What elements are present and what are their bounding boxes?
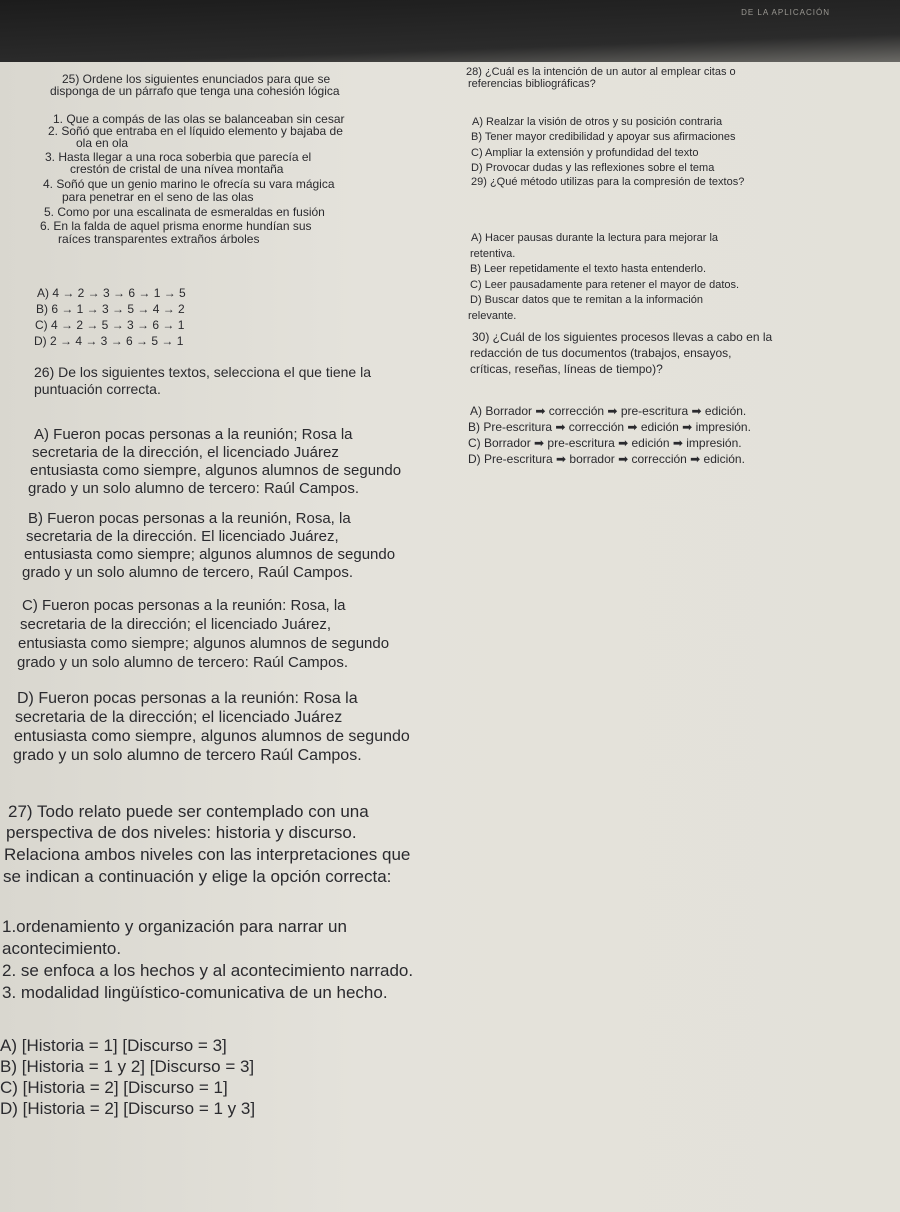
q25-item: 2. Soñó que entraba en el líquido elemento y bajaba de	[48, 124, 343, 138]
q25-item: para penetrar en el seno de las olas	[62, 190, 254, 204]
q27-prompt-line: Relaciona ambos niveles con las interpretaciones que	[4, 845, 411, 864]
q26-option-b-line: B) Fueron pocas personas a la reunión, Rosa, la	[28, 510, 351, 527]
q25-option-c[interactable]: C) 4 → 2 → 5 → 3 → 6 → 1	[35, 318, 185, 332]
q26-prompt-line: puntuación correcta.	[34, 381, 161, 397]
q25-item: 5. Como por una escalinata de esmeraldas en fusión	[44, 205, 325, 219]
q29-option-d[interactable]: D) Buscar datos que te remitan a la información	[470, 294, 703, 306]
q26-option-a-line: entusiasta como siempre, algunos alumnos de segundo	[30, 462, 402, 479]
q25-item: 4. Soñó que un genio marino le ofrecía su vara mágica	[43, 177, 335, 191]
dark-header-band	[0, 0, 900, 62]
q30-option-b[interactable]: B) Pre-escritura ➡ corrección ➡ edición ➡ impresión.	[468, 420, 751, 434]
q25-item: raíces transparentes extraños árboles	[58, 232, 260, 246]
header-text: DE LA APLICACIÓN	[741, 8, 830, 17]
q26-option-c-line: grado y un solo alumno de tercero: Raúl Campos.	[17, 654, 349, 671]
q30-option-d[interactable]: D) Pre-escritura ➡ borrador ➡ corrección ➡ edición.	[468, 452, 745, 466]
q27-item: 2. se enfoca a los hechos y al acontecimiento narrado.	[2, 961, 414, 980]
q25-prompt-line: disponga de un párrafo que tenga una cohesión lógica	[50, 84, 340, 98]
q25-option-a[interactable]: A) 4 → 2 → 3 → 6 → 1 → 5	[37, 286, 186, 300]
q26-option-a-line: secretaria de la dirección, el licenciado Juárez	[32, 444, 339, 461]
q27-prompt-line: perspectiva de dos niveles: historia y discurso.	[6, 823, 357, 842]
q28-option-d[interactable]: D) Provocar dudas y las reflexiones sobre el tema	[471, 162, 715, 174]
q27-option-a[interactable]: A) [Historia = 1] [Discurso = 3]	[0, 1036, 227, 1055]
q29-option-a[interactable]: A) Hacer pausas durante la lectura para mejorar la	[471, 232, 719, 244]
q26-option-d-line: entusiasta como siempre, algunos alumnos de segundo	[14, 728, 410, 745]
q26-prompt-line: 26) De los siguientes textos, selecciona el que tiene la	[34, 364, 371, 380]
q28-prompt-line: 28) ¿Cuál es la intención de un autor al emplear citas o	[466, 66, 736, 78]
q26-option-d-line: grado y un solo alumno de tercero Raúl Campos.	[13, 747, 362, 764]
q26-option-b-line: entusiasta como siempre; algunos alumnos de segundo	[24, 546, 396, 563]
q25-item: crestón de cristal de una nívea montaña	[70, 162, 284, 176]
q26-option-c-line: C) Fueron pocas personas a la reunión: Rosa, la	[22, 597, 346, 614]
q26-option-b-line: grado y un solo alumno de tercero, Raúl Campos.	[22, 564, 354, 581]
q25-item: 1. Que a compás de las olas se balanceaban sin cesar	[53, 112, 345, 126]
q26-option-c-line: entusiasta como siempre; algunos alumnos de segundo	[18, 635, 390, 652]
q27-item: acontecimiento.	[2, 939, 122, 958]
q26-option-a-line: A) Fueron pocas personas a la reunión; Rosa la	[34, 426, 353, 443]
q30-prompt-line: críticas, reseñas, líneas de tiempo)?	[470, 362, 663, 376]
q28-option-a[interactable]: A) Realzar la visión de otros y su posición contraria	[472, 116, 723, 128]
q30-prompt-line: redacción de tus documentos (trabajos, ensayos,	[470, 346, 732, 360]
exam-page	[0, 62, 900, 1212]
q25-option-b[interactable]: B) 6 → 1 → 3 → 5 → 4 → 2	[36, 302, 185, 316]
q25-item: ola en ola	[76, 136, 129, 150]
q27-option-c[interactable]: C) [Historia = 2] [Discurso = 1]	[0, 1078, 228, 1097]
q27-option-d[interactable]: D) [Historia = 2] [Discurso = 1 y 3]	[0, 1099, 256, 1118]
q28-option-b[interactable]: B) Tener mayor credibilidad y apoyar sus afirmaciones	[471, 131, 736, 143]
q30-option-c[interactable]: C) Borrador ➡ pre-escritura ➡ edición ➡ impresión.	[468, 436, 742, 450]
q29-option-d-cont: relevante.	[468, 310, 517, 322]
q28-prompt-line: referencias bibliográficas?	[468, 78, 596, 90]
q27-item: 3. modalidad lingüístico-comunicativa de un hecho.	[2, 983, 388, 1002]
q27-item: 1.ordenamiento y organización para narrar un	[2, 917, 347, 936]
q27-option-b[interactable]: B) [Historia = 1 y 2] [Discurso = 3]	[0, 1057, 255, 1076]
q30-prompt-line: 30) ¿Cuál de los siguientes procesos llevas a cabo en la	[472, 330, 773, 344]
q25-item: 6. En la falda de aquel prisma enorme hundían sus	[40, 219, 312, 233]
q26-option-a-line: grado y un solo alumno de tercero: Raúl Campos.	[28, 480, 360, 497]
q25-option-d[interactable]: D) 2 → 4 → 3 → 6 → 5 → 1	[34, 334, 184, 348]
q29-prompt: 29) ¿Qué método utilizas para la compresión de textos?	[471, 176, 745, 188]
q27-prompt-line: 27) Todo relato puede ser contemplado con una	[8, 802, 369, 821]
q29-option-a-cont: retentiva.	[470, 248, 516, 260]
q28-option-c[interactable]: C) Ampliar la extensión y profundidad del texto	[471, 147, 699, 159]
q26-option-d-line: D) Fueron pocas personas a la reunión: Rosa la	[17, 690, 358, 707]
q25-prompt-line: 25) Ordene los siguientes enunciados para que se	[62, 72, 331, 86]
q26-option-c-line: secretaria de la dirección; el licenciado Juárez,	[20, 616, 331, 633]
q29-option-c[interactable]: C) Leer pausadamente para retener el mayor de datos.	[470, 279, 740, 291]
q26-option-d-line: secretaria de la dirección; el licenciado Juárez	[15, 709, 343, 726]
q30-option-a[interactable]: A) Borrador ➡ corrección ➡ pre-escritura ➡ edición.	[470, 404, 747, 418]
q26-option-b-line: secretaria de la dirección. El licenciado Juárez,	[26, 528, 339, 545]
q25-item: 3. Hasta llegar a una roca soberbia que parecía el	[45, 150, 312, 164]
q27-prompt-line: se indican a continuación y elige la opción correcta:	[3, 867, 392, 886]
q29-option-b[interactable]: B) Leer repetidamente el texto hasta entenderlo.	[470, 263, 707, 275]
